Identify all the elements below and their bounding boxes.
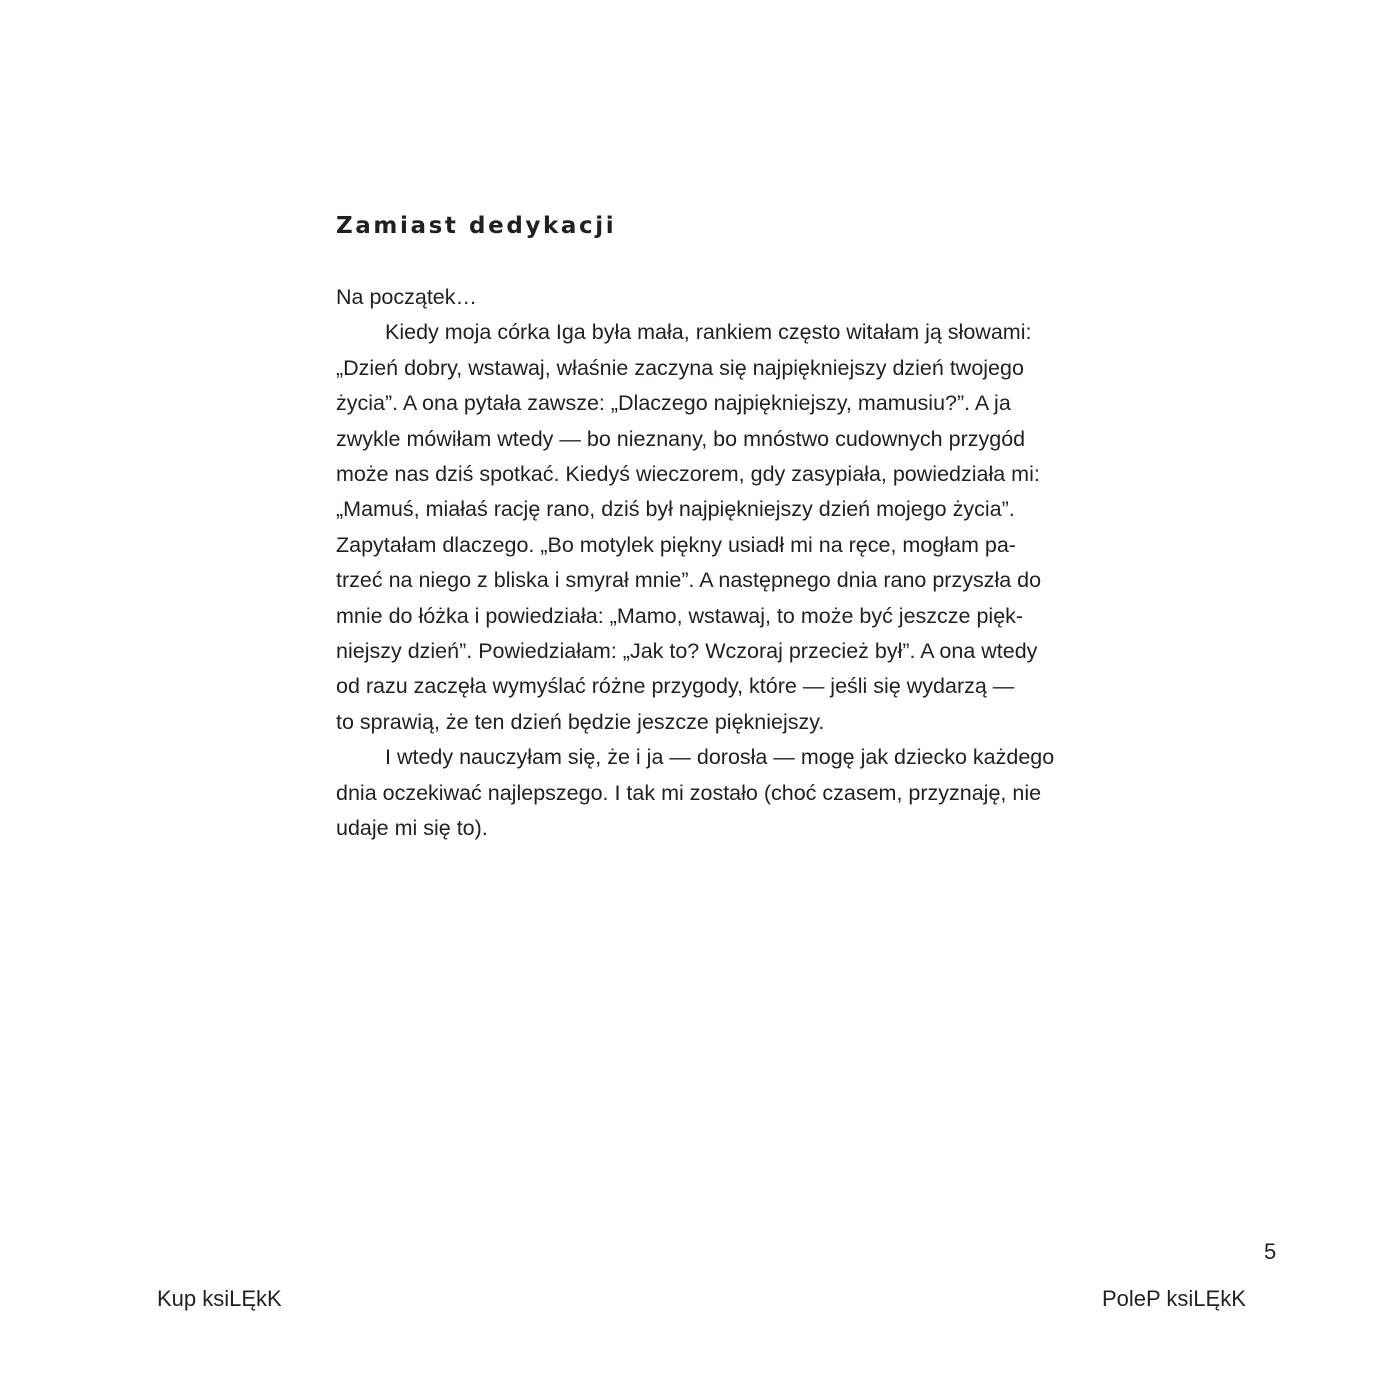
body-line: niejszy dzień”. Powiedziałam: „Jak to? Wczoraj przecież był”. A ona wtedy: [336, 639, 1038, 664]
page-number: 5: [1264, 1239, 1277, 1264]
body-line: udaje mi się to).: [336, 816, 488, 841]
body-line: trzeć na niego z bliska i smyrał mnie”. A następnego dnia rano przyszła do: [336, 568, 1042, 593]
body-line: od razu zaczęła wymyślać różne przygody, które — jeśli się wydarzą —: [336, 674, 1015, 699]
body-text: [336, 280, 1116, 847]
buy-book-link[interactable]: Kup ksiLĘkK: [157, 1286, 282, 1311]
body-line: „Mamuś, miałaś rację rano, dziś był najpiękniejszy dzień mojego życia”.: [336, 497, 1015, 522]
body-line: I wtedy nauczyłam się, że i ja — dorosła — mogę jak dziecko każdego: [385, 745, 1055, 770]
chapter-heading: Zamiast dedykacji: [336, 213, 617, 239]
body-line: może nas dziś spotkać. Kiedyś wieczorem, gdy zasypiała, powiedziała mi:: [336, 462, 1040, 487]
body-line: Kiedy moja córka Iga była mała, rankiem często witałam ją słowami:: [385, 320, 1032, 345]
body-line: Zapytałam dlaczego. „Bo motylek piękny usiadł mi na ręce, mogłam pa-: [336, 532, 1016, 557]
body-line: życia”. A ona pytała zawsze: „Dlaczego najpiękniejszy, mamusiu?”. A ja: [336, 391, 1011, 416]
body-line: zwykle mówiłam wtedy — bo nieznany, bo mnóstwo cudownych przygód: [336, 426, 1026, 451]
body-line: to sprawią, że ten dzień będzie jeszcze piękniejszy.: [336, 709, 825, 734]
body-line: mnie do łóżka i powiedziała: „Mamo, wstawaj, to może być jeszcze pięk-: [336, 603, 1024, 628]
body-line: Na początek…: [336, 285, 478, 309]
body-line: „Dzień dobry, wstawaj, właśnie zaczyna się najpiękniejszy dzień twojego: [336, 355, 1024, 380]
recommend-book-link[interactable]: PoleP ksiLĘkK: [1102, 1286, 1246, 1311]
body-line: dnia oczekiwać najlepszego. I tak mi zostało (choć czasem, przyznaję, nie: [336, 780, 1042, 805]
